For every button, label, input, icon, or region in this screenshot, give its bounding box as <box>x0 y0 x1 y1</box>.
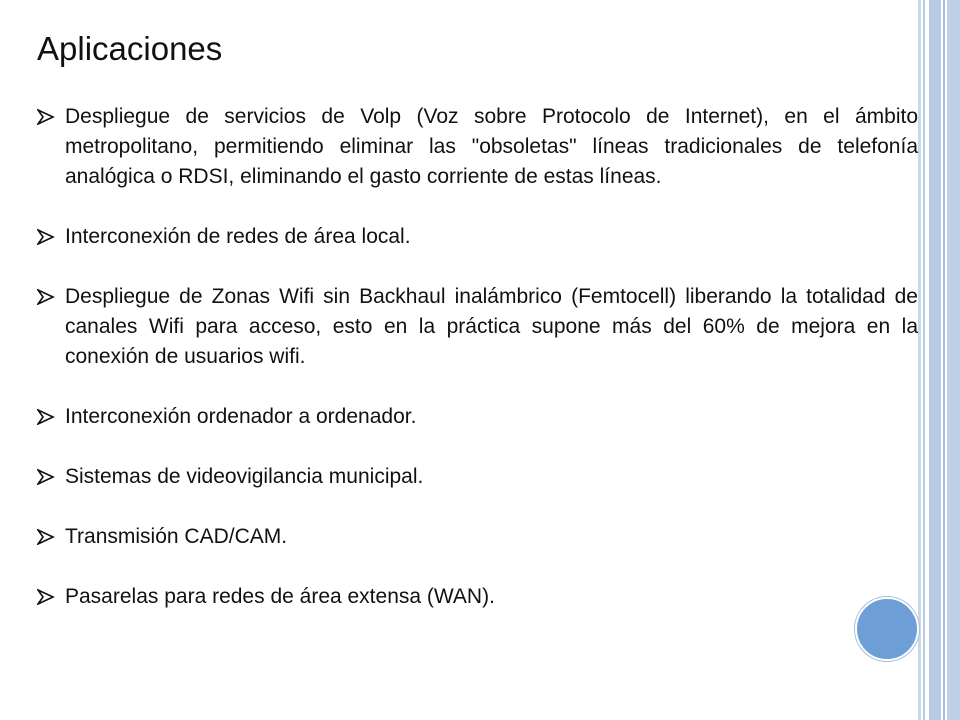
arrowhead-bullet-icon <box>37 522 59 552</box>
list-item <box>37 462 918 492</box>
bullet-text: Transmisión CAD/CAM. <box>65 525 288 548</box>
bullet-text: Despliegue de Zonas Wifi sin Backhaul inalámbrico (Femtocell) liberando la totalidad de canales Wifi para acceso, esto en la práctica supone más del 60% de mejora en la conexión de usuarios wifi. <box>65 285 918 368</box>
decorative-stripe <box>929 0 941 720</box>
arrowhead-bullet-icon <box>37 102 59 132</box>
bullet-text: Sistemas de videovigilancia municipal. <box>65 465 424 488</box>
slide-title: Aplicaciones <box>37 30 223 67</box>
list-item <box>37 222 918 252</box>
decorative-stripe <box>943 0 945 720</box>
bullet-text: Interconexión de redes de área local. <box>65 225 411 248</box>
decorative-stripe <box>923 0 925 720</box>
decorative-stripe <box>918 0 921 720</box>
bullet-text: Interconexión ordenador a ordenador. <box>65 405 417 428</box>
arrowhead-bullet-icon <box>37 222 59 252</box>
arrowhead-bullet-icon <box>37 402 59 432</box>
arrowhead-bullet-icon <box>37 282 59 312</box>
list-item <box>37 102 918 192</box>
arrowhead-bullet-icon <box>37 582 59 612</box>
bullet-text: Despliegue de servicios de Volp (Voz sobre Protocolo de Internet), en el ámbito metropolitano, permitiendo eliminar las "obsoletas" líneas tradicionales de telefonía analógica o RDSI, eliminando el gasto corriente de estas líneas. <box>65 105 918 188</box>
list-item <box>37 402 918 432</box>
bullet-list <box>37 102 918 612</box>
list-item <box>37 582 918 612</box>
decorative-stripe <box>947 0 960 720</box>
list-item <box>37 282 918 372</box>
arrowhead-bullet-icon <box>37 462 59 492</box>
list-item <box>37 522 918 552</box>
bullet-text: Pasarelas para redes de área extensa (WAN). <box>65 585 495 608</box>
